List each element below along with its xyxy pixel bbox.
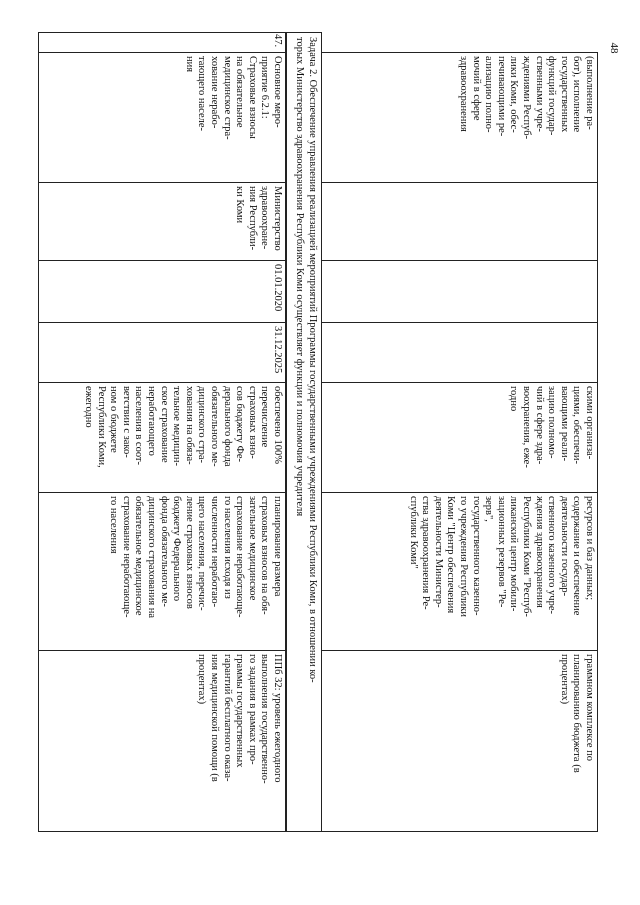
- top-row-end-cell: [322, 322, 598, 382]
- row-47-start-date: 01.01.2020: [38, 260, 286, 322]
- top-row-measures-cell: ресурсов и баз данных; содержание и обеспечение деятельности государ- ственного казенного учре- ждения здравоохранения Республики Коми "Респуб- ликанский центр мобили- зационных резервов "Ре- зерв", государственного казенно- го учреждения Республики Коми "Центр обеспечения деятельности Министер- ства здравоохранения Ре- спублики Коми": [322, 492, 598, 650]
- top-row-indicator-cell: граммном комплексе по планированию бюджета (в процентах): [322, 650, 598, 832]
- top-row-activity-cell: (выполнение ра- бот), исполнение государственных функций государ- ственными учре- ждениями Респуб- лики Коми, обес- печивающими ре- ализацию полно- мочий в сфере здравоохранения: [322, 52, 598, 182]
- row-47-result: обеспечено 100% перечисление страховых взно- сов бюджету Фе- дерального фонда обязательного ме- дицинского стра- хования на обяза- тельное медицин- ское страхование неработающего населения в соот- ветствии с зако- ном о бюджете Республики Коми, ежегодно: [38, 382, 286, 492]
- task-2-heading: Задача 2. Обеспечение управления реализацией мероприятий Программы государственными учреждениями Республики Коми, в отношении ко- торых Министерство здравоохранения Республики Коми осуществляет функции и полномочия учредителя: [286, 32, 322, 832]
- row-47-measures: планирование размера страховых взносов на обя- зательное медицинское страхование неработающе- го населения исходя из численности неработаю- щего населения, перечис- ление страховых взносов бюджету Федерального фонда обязательного ме- дицинского страхования на обязательное медицинское страхование неработающе- го населения: [38, 492, 286, 650]
- top-row-executor-cell: [322, 182, 598, 260]
- top-row-result-cell: скими организа- циями, обеспечи- вающими реали- зацию полномо- чий в сфере здра- воохранения, еже- годно: [322, 382, 598, 492]
- page-number: 48: [608, 42, 620, 54]
- top-row-start-cell: [322, 260, 598, 322]
- rotated-table-page: [38, 32, 598, 832]
- row-47-indicator: ППб 32: уровень ежегодного выполнения государственно- го задания в рамках про- граммы государственных гарантий бесплатного оказа- ния медицинской помощи (в процентах): [38, 650, 286, 832]
- row-47-executor: Министерство здравоохране- ния Республи- ки Коми: [38, 182, 286, 260]
- row-47-activity: Основное меро- приятие 6.2.1: Страховые взносы на обязательное медицинское стра- хование нерабо- тающего населе- ния: [38, 52, 286, 182]
- row-47-number: 47.: [38, 32, 286, 52]
- row-47-end-date: 31.12.2025: [38, 322, 286, 382]
